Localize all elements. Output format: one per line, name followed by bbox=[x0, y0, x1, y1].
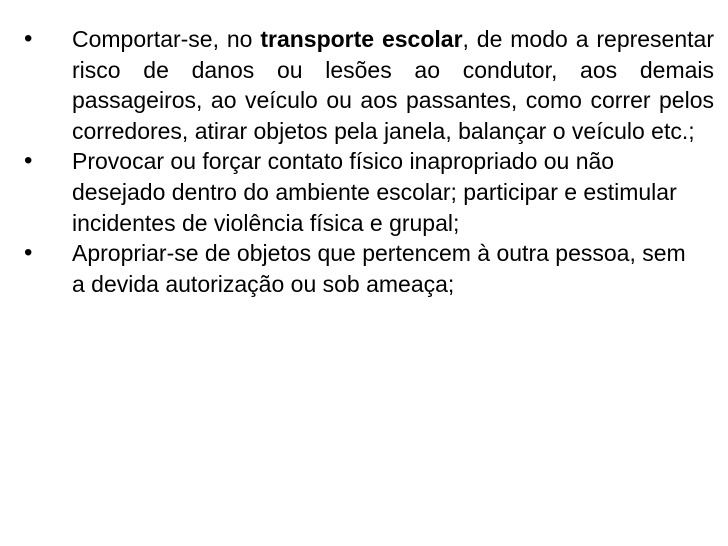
bullet-text-bold: transporte escolar bbox=[260, 26, 463, 52]
bullet-item-contato-fisico bbox=[24, 146, 692, 238]
bullet-text: Provocar ou forçar contato físico inapropriado ou não desejado dentro do ambiente escolar; participar e estimular incidentes de violência física e grupal; bbox=[72, 148, 677, 236]
bullet-marker-icon: • bbox=[24, 147, 33, 175]
bullet-text: Apropriar-se de objetos que pertencem à outra pessoa, sem a devida autorização ou sob ameaça; bbox=[72, 240, 686, 297]
bullet-marker-icon: • bbox=[24, 239, 33, 267]
bullet-marker-icon: • bbox=[24, 25, 33, 52]
bullet-item-apropriar-objetos bbox=[24, 238, 692, 299]
bullet-text-after: , de modo a representar risco de danos ou lesões ao condutor, aos demais passageiros, ao veículo ou aos passantes, como correr pelos corredores, atirar objetos pela janela, balançar o veículo etc.; bbox=[72, 26, 714, 144]
bullet-text bbox=[72, 26, 714, 144]
bullet-item-transporte-escolar bbox=[24, 24, 714, 146]
bullet-list bbox=[24, 24, 714, 299]
bullet-text-before: Comportar-se, no bbox=[72, 26, 261, 52]
